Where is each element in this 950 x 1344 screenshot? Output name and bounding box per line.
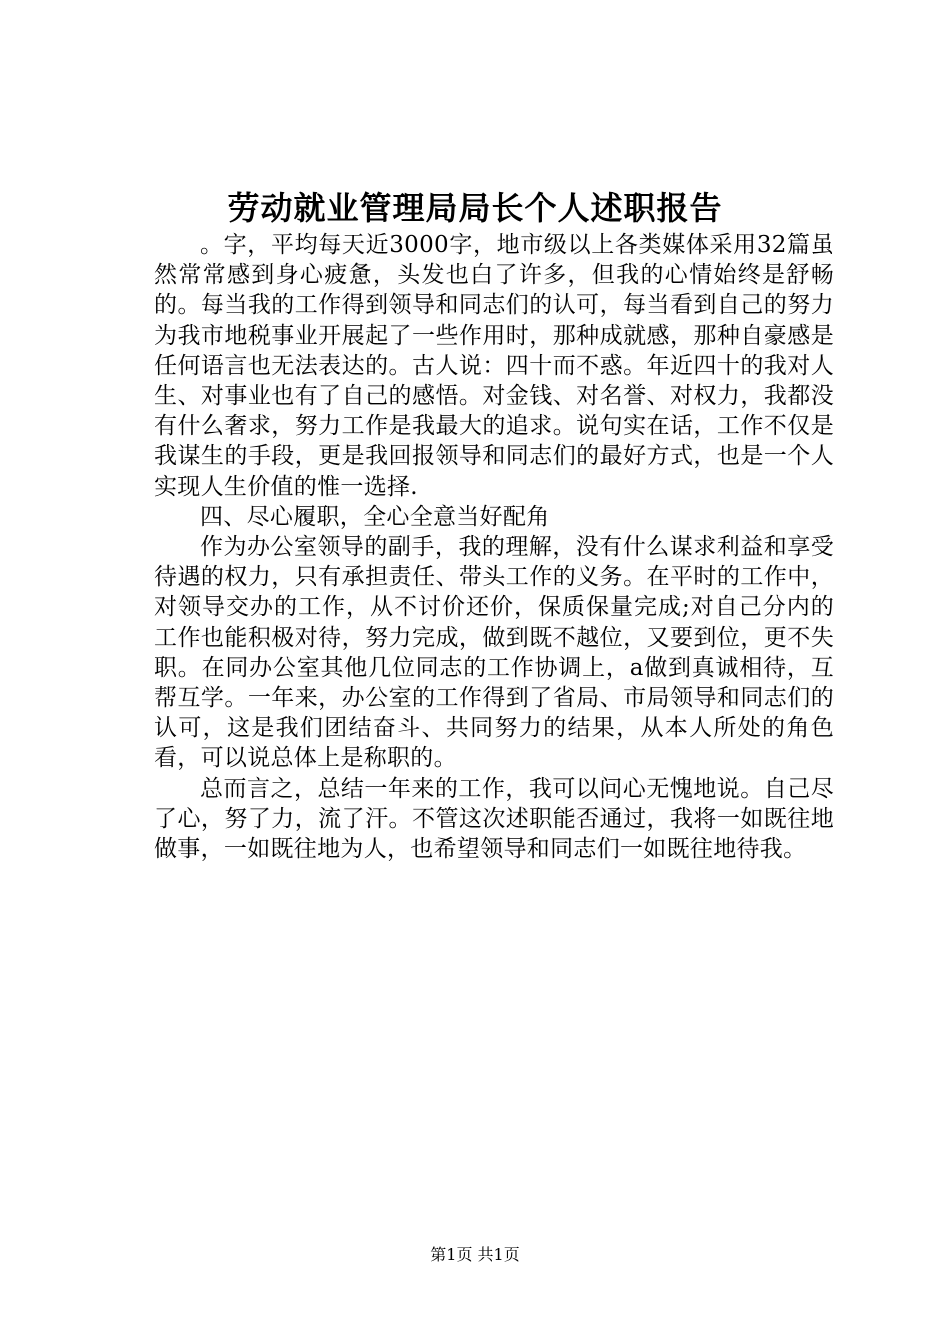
paragraph: 总而言之，总结一年来的工作，我可以问心无愧地说。自己尽了心，努了力，流了汗。不管这次述职能否通过，我将一如既往地做事，一如既往地为人，也希望领导和同志们一如既往地待我。 <box>154 775 834 863</box>
paragraph: 作为办公室领导的副手，我的理解，没有什么谋求利益和享受待遇的权力，只有承担责任、带头工作的义务。在平时的工作中，对领导交办的工作，从不讨价还价，保质保量完成;对自己分内的工作也能积极对待，努力完成，做到既不越位，又要到位，更不失职。在同办公室其他几位同志的工作协调上，a做到真诚相待，互帮互学。一年来，办公室的工作得到了省局、市局领导和同志们的认可，这是我们团结奋斗、共同努力的结果，从本人所处的角色看，可以说总体上是称职的。 <box>154 534 834 772</box>
page-footer: 第1页 共1页 <box>430 1245 520 1264</box>
document-body <box>154 230 834 864</box>
paragraph: 。字，平均每天近3000字，地市级以上各类媒体采用32篇虽然常常感到身心疲惫，头发也白了许多，但我的心情始终是舒畅的。每当我的工作得到领导和同志们的认可，每当看到自己的努力为我市地税事业开展起了一些作用时，那种成就感，那种自豪感是任何语言也无法表达的。古人说：四十而不惑。年近四十的我对人生、对事业也有了自己的感悟。对金钱、对名誉、对权力，我都没有什么奢求，努力工作是我最大的追求。说句实在话，工作不仅是我谋生的手段，更是我回报领导和同志们的最好方式，也是一个人实现人生价值的惟一选择. <box>154 232 834 500</box>
section-heading: 四、尽心履职，全心全意当好配角 <box>200 503 550 530</box>
document-title: 劳动就业管理局局长个人述职报告 <box>227 189 723 227</box>
